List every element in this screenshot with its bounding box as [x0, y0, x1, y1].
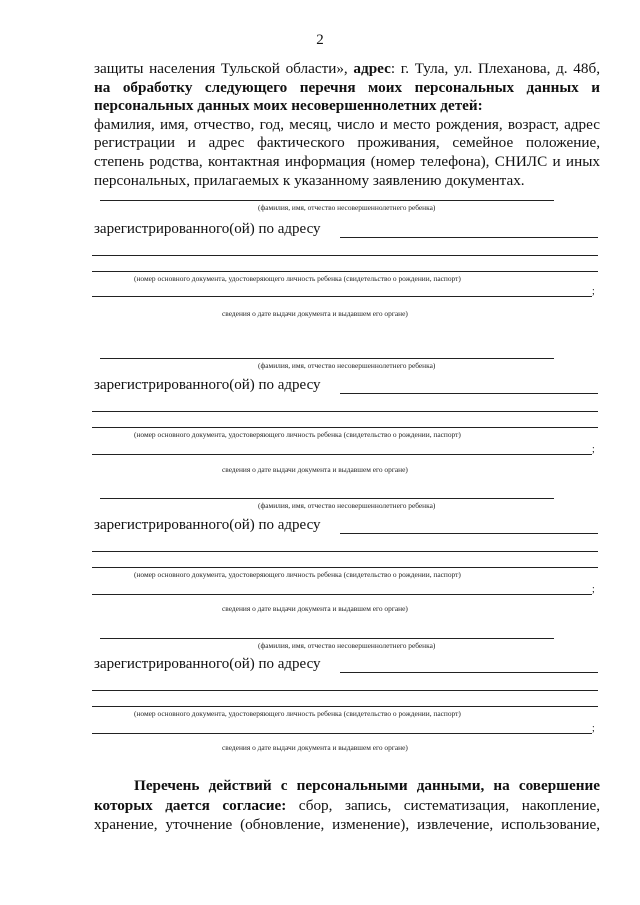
document-caption: (номер основного документа, удостоверяющего личность ребенка (свидетельство о рождении, паспорт): [134, 274, 461, 283]
document-issue-caption: сведения о дате выдачи документа и выдавшем его органе): [222, 743, 408, 752]
child-name-caption: (фамилия, имя, отчество несовершеннолетнего ребенка): [258, 501, 436, 510]
address-field-label: зарегистрированного(ой) по адресу: [94, 656, 321, 672]
document-field[interactable]: [92, 567, 598, 568]
document-issue-field[interactable]: [92, 733, 592, 734]
address-label: адрес: [353, 60, 391, 77]
address-field-line-2[interactable]: [92, 411, 598, 412]
page-number: 2: [316, 32, 324, 48]
document-issue-field[interactable]: [92, 296, 592, 297]
data-list-line-4: персональных, прилагаемых к указанному заявлению документах.: [94, 171, 525, 189]
address-field-line-2[interactable]: [92, 690, 598, 691]
actions-line-3: хранение, уточнение (обновление, изменение), извлечение, использование,: [94, 816, 600, 833]
data-list-line-2: регистрации и адрес фактического проживания, семейное положение,: [94, 134, 600, 152]
address-field-label: зарегистрированного(ой) по адресу: [94, 221, 321, 237]
actions-heading-line-2: которых дается согласие:: [94, 796, 287, 814]
child-name-caption: (фамилия, имя, отчество несовершеннолетнего ребенка): [258, 361, 436, 370]
address-field[interactable]: [340, 672, 598, 673]
actions-line-2: [94, 796, 600, 816]
document-issue-caption: сведения о дате выдачи документа и выдавшем его органе): [222, 465, 408, 474]
actions-list-start: сбор, запись, систематизация, накопление,: [286, 796, 601, 814]
address-field-label: зарегистрированного(ой) по адресу: [94, 377, 321, 393]
child-block-4: [0, 638, 640, 778]
address-value: : г. Тула, ул. Плеханова, д. 48б,: [390, 60, 600, 77]
data-list-line-1: фамилия, имя, отчество, год, месяц, число и место рождения, возраст, адрес: [94, 115, 600, 133]
child-name-field[interactable]: [100, 358, 554, 359]
consent-heading-line-1: на обработку следующего перечня моих персональных данных и: [94, 78, 600, 96]
intro-line-1: [94, 60, 600, 79]
intro-paragraph: [94, 60, 600, 190]
document-issue-caption: сведения о дате выдачи документа и выдавшем его органе): [222, 604, 408, 613]
child-name-field[interactable]: [100, 200, 554, 201]
address-field-label: зарегистрированного(ой) по адресу: [94, 517, 321, 533]
address-field[interactable]: [340, 393, 598, 394]
document-field[interactable]: [92, 271, 598, 272]
document-issue-caption: сведения о дате выдачи документа и выдавшем его органе): [222, 309, 408, 318]
consent-heading-line-2: персональных данных моих несовершеннолетних детей:: [94, 97, 483, 115]
document-caption: (номер основного документа, удостоверяющего личность ребенка (свидетельство о рождении, паспорт): [134, 709, 461, 718]
document-field[interactable]: [92, 706, 598, 707]
organization-tail: защиты населения Тульской области»,: [94, 60, 348, 77]
document-issue-field[interactable]: [92, 594, 592, 595]
document-field[interactable]: [92, 427, 598, 428]
child-name-field[interactable]: [100, 498, 554, 499]
address-field[interactable]: [340, 533, 598, 534]
semicolon: ;: [592, 723, 595, 734]
child-name-caption: (фамилия, имя, отчество несовершеннолетнего ребенка): [258, 641, 436, 650]
semicolon: ;: [592, 286, 595, 297]
child-name-field[interactable]: [100, 638, 554, 639]
address-field-line-2[interactable]: [92, 255, 598, 256]
address-field[interactable]: [340, 237, 598, 238]
document-issue-field[interactable]: [92, 454, 592, 455]
actions-heading-line-1: Перечень действий с персональными данными, на совершение: [134, 777, 600, 794]
document-caption: (номер основного документа, удостоверяющего личность ребенка (свидетельство о рождении, паспорт): [134, 570, 461, 579]
semicolon: ;: [592, 584, 595, 595]
address-field-line-2[interactable]: [92, 551, 598, 552]
child-block-2: [0, 358, 640, 498]
child-block-1: [0, 200, 640, 340]
data-list-line-3: степень родства, контактная информация (номер телефона), СНИЛС и иных: [94, 152, 600, 170]
child-name-caption: (фамилия, имя, отчество несовершеннолетнего ребенка): [258, 203, 436, 212]
actions-paragraph: [94, 776, 600, 835]
document-caption: (номер основного документа, удостоверяющего личность ребенка (свидетельство о рождении, паспорт): [134, 430, 461, 439]
child-block-3: [0, 498, 640, 638]
semicolon: ;: [592, 444, 595, 455]
